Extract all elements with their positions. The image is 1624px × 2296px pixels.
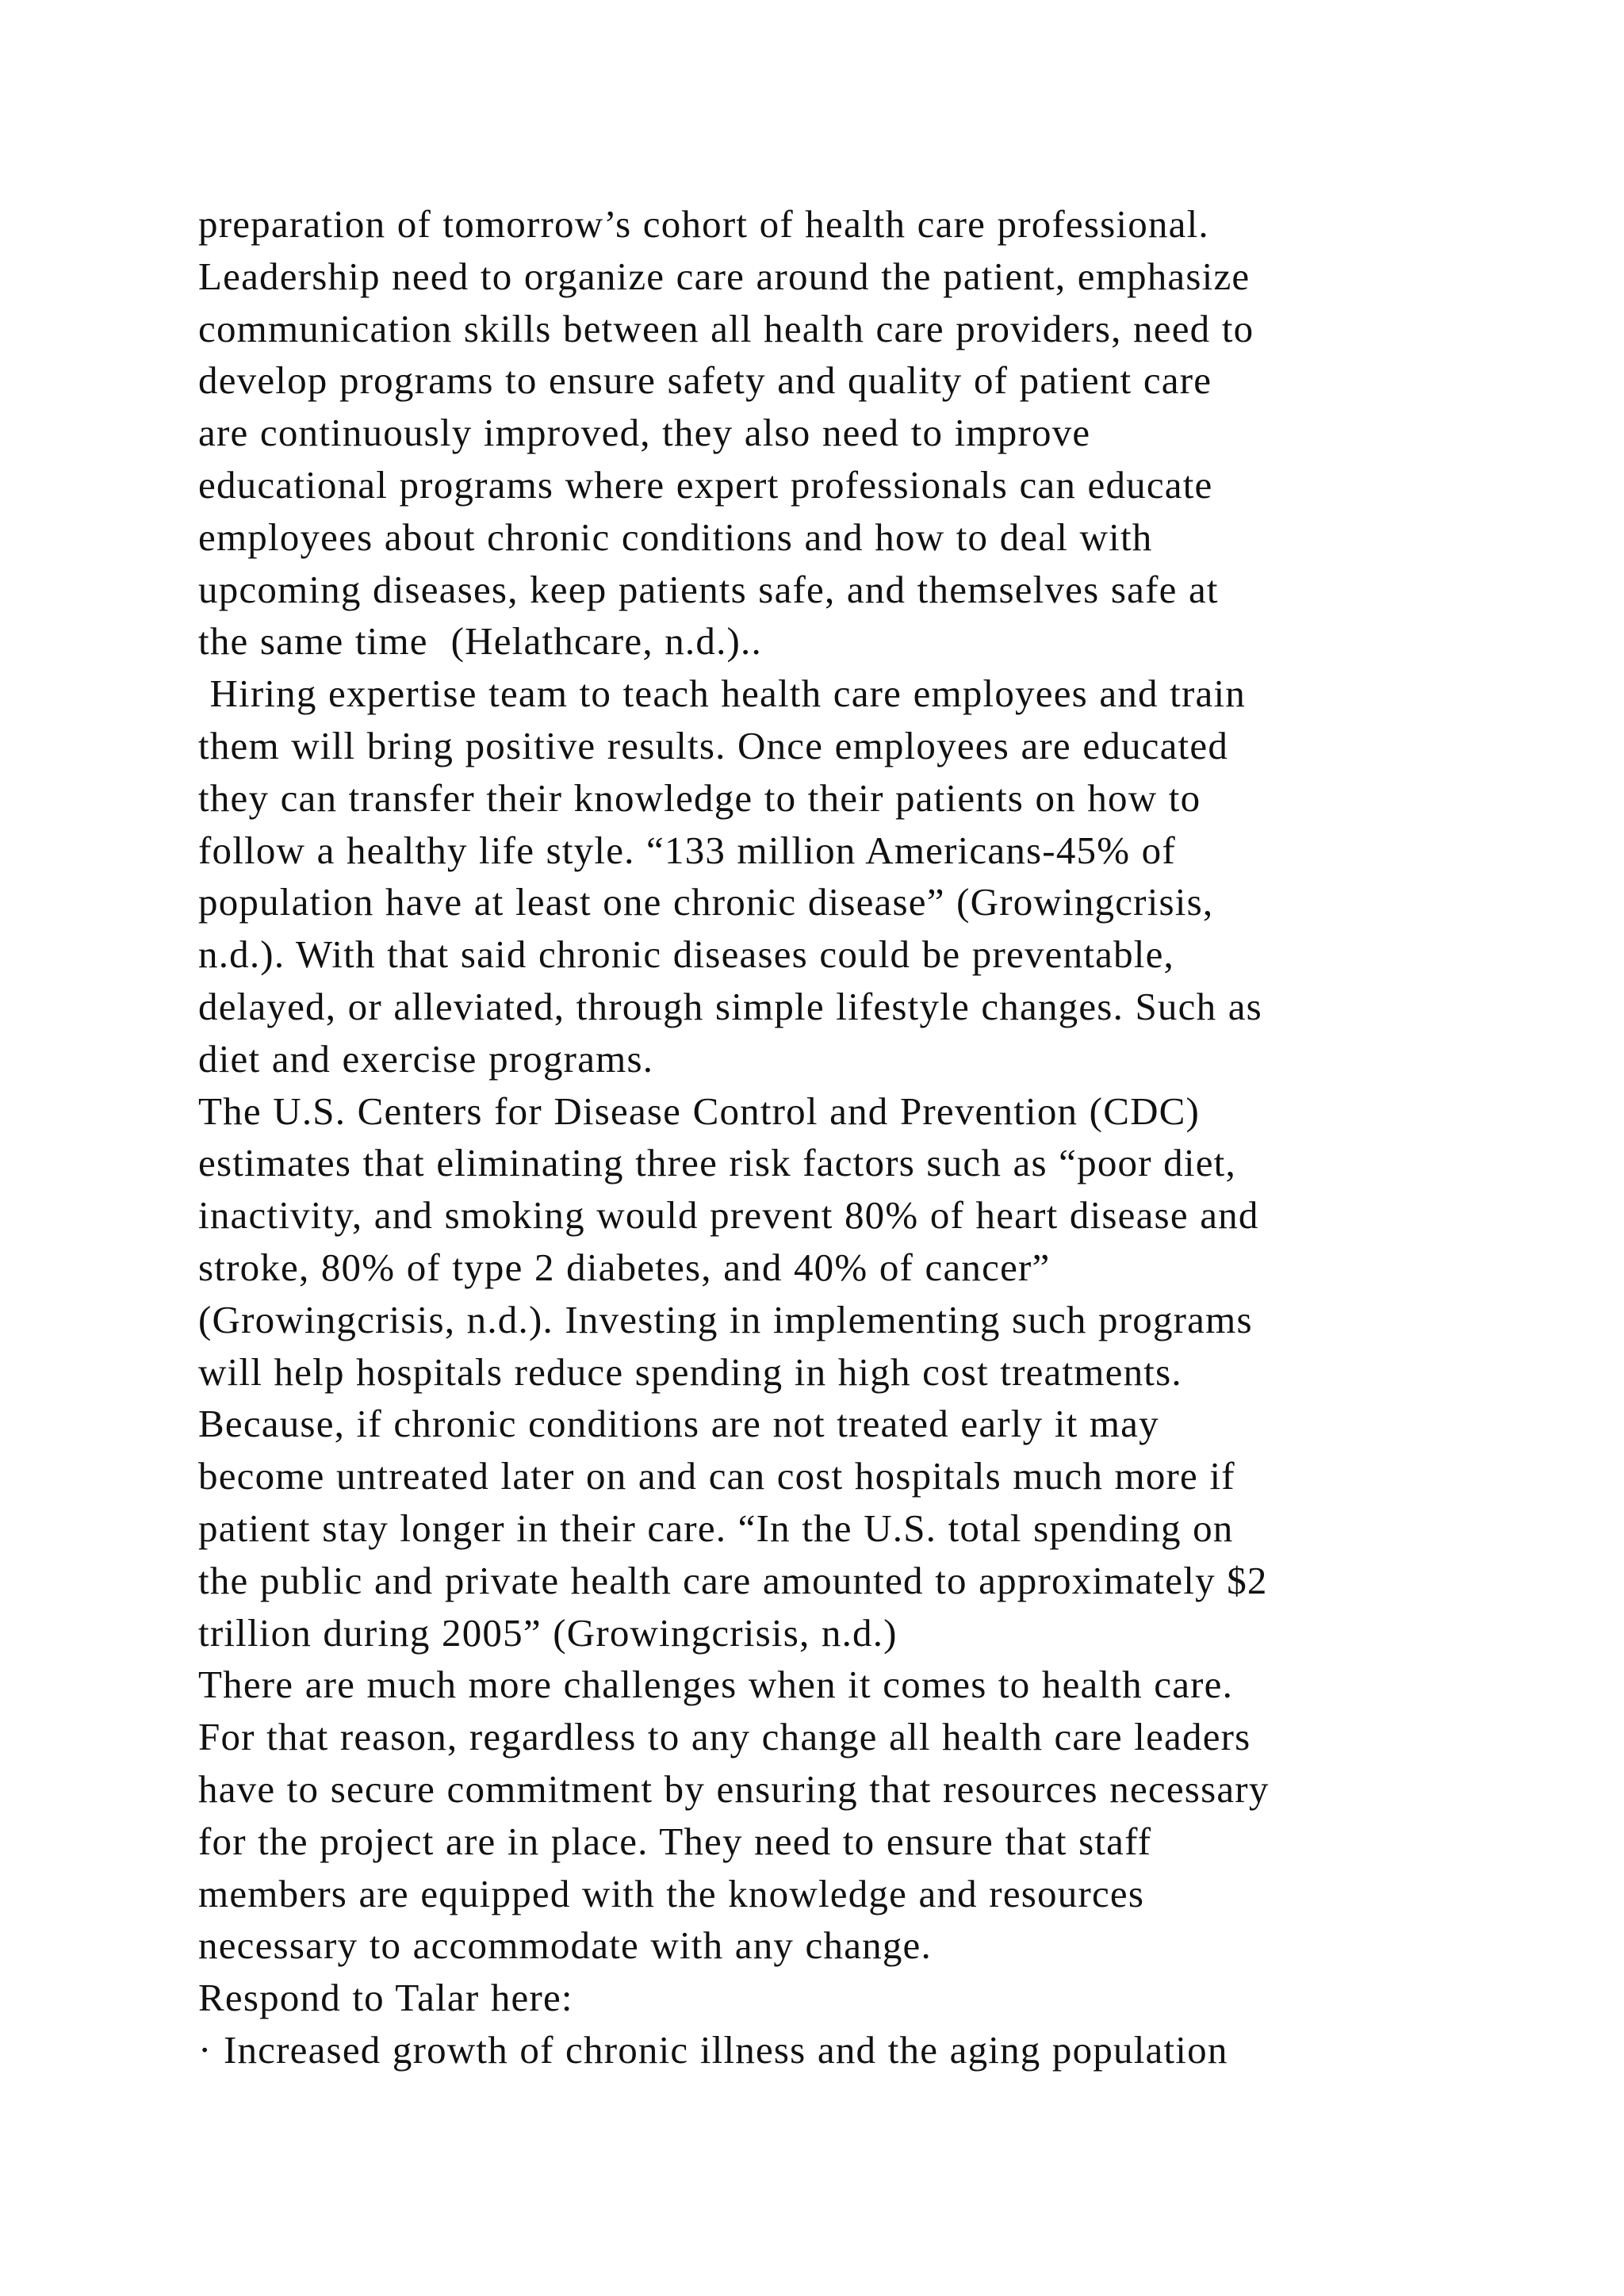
text-line: become untreated later on and can cost hospitals much more if	[198, 1454, 1235, 1498]
text-line: For that reason, regardless to any change all health care leaders	[198, 1715, 1251, 1759]
text-line: them will bring positive results. Once employees are educated	[198, 723, 1229, 767]
text-line: have to secure commitment by ensuring that resources necessary	[198, 1766, 1270, 1811]
text-line: inactivity, and smoking would prevent 80% of heart disease and	[198, 1193, 1259, 1238]
text-line: preparation of tomorrow’s cohort of health care professional.	[198, 202, 1209, 246]
text-line: will help hospitals reduce spending in high cost treatments.	[198, 1349, 1182, 1394]
text-line: Leadership need to organize care around the patient, emphasize	[198, 254, 1251, 298]
text-line: employees about chronic conditions and how to deal with	[198, 515, 1153, 559]
text-line: necessary to accommodate with any change.	[198, 1923, 932, 1968]
text-line: the public and private health care amounted to approximately $2	[198, 1558, 1268, 1602]
text-line: population have at least one chronic disease” (Growingcrisis,	[198, 880, 1214, 924]
text-line: Respond to Talar here:	[198, 1976, 573, 2020]
text-line: follow a healthy life style. “133 million Americans-45% of	[198, 828, 1176, 872]
text-line: Because, if chronic conditions are not treated early it may	[198, 1402, 1159, 1446]
text-line: communication skills between all health care providers, need to	[198, 306, 1254, 350]
text-line: they can transfer their knowledge to their patients on how to	[198, 775, 1201, 820]
text-line: trillion during 2005” (Growingcrisis, n.d.)	[198, 1610, 898, 1655]
text-line: n.d.). With that said chronic diseases could be preventable,	[198, 932, 1174, 977]
text-line: are continuously improved, they also need to improve	[198, 411, 1091, 455]
text-line: members are equipped with the knowledge and resources	[198, 1871, 1145, 1915]
text-line: the same time (Helathcare, n.d.)..	[198, 619, 762, 664]
bullet-item: · Increased growth of chronic illness and the aging population	[198, 2027, 1228, 2072]
text-line: Hiring expertise team to teach health care employees and train	[198, 672, 1246, 716]
text-line: The U.S. Centers for Disease Control and Prevention (CDC)	[198, 1089, 1201, 1133]
text-line: diet and exercise programs.	[198, 1036, 654, 1081]
text-line: stroke, 80% of type 2 diabetes, and 40% of cancer”	[198, 1245, 1051, 1289]
text-line: upcoming diseases, keep patients safe, and themselves safe at	[198, 567, 1219, 611]
text-line: There are much more challenges when it comes to health care.	[198, 1663, 1234, 1707]
text-line: develop programs to ensure safety and quality of patient care	[198, 358, 1212, 403]
text-line: delayed, or alleviated, through simple lifestyle changes. Such as	[198, 984, 1262, 1028]
body-text	[198, 198, 1546, 2076]
text-line: patient stay longer in their care. “In the U.S. total spending on	[198, 1506, 1234, 1550]
text-line: (Growingcrisis, n.d.). Investing in implementing such programs	[198, 1297, 1253, 1341]
text-line: estimates that eliminating three risk factors such as “poor diet,	[198, 1141, 1236, 1185]
text-line: for the project are in place. They need to ensure that staff	[198, 1819, 1152, 1863]
text-line: educational programs where expert professionals can educate	[198, 462, 1213, 507]
